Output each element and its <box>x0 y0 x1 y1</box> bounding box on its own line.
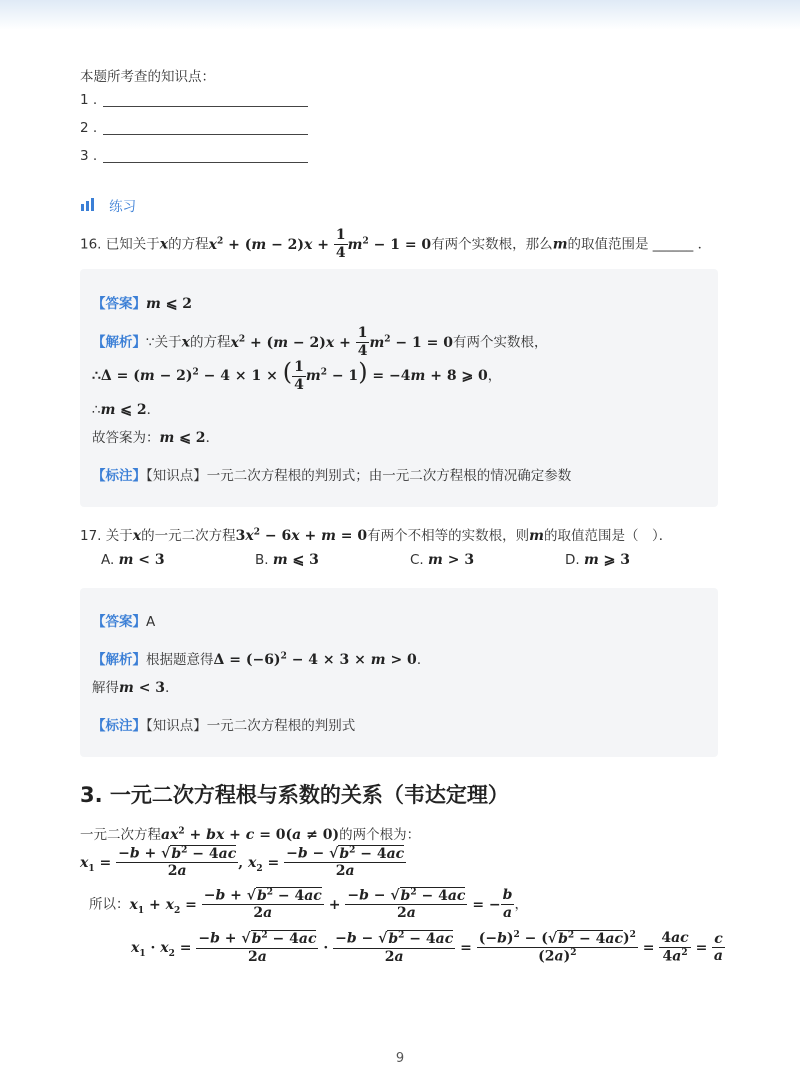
analysis-line-1-16: 【解析】∵关于x的方程$x^2 + (m - 2)x$ + $\frac{1}{4}$ $m^2 - 1 = 0$有两个实数根， <box>92 325 548 360</box>
practice-header <box>80 195 136 215</box>
question-number: 17. <box>80 528 102 544</box>
note-line-17: 【标注】【知识点】一元二次方程根的判别式 <box>92 718 356 734</box>
knowledge-blank-1[interactable] <box>103 106 308 107</box>
option-c[interactable]: C. m > 3 <box>410 552 475 568</box>
analysis-tag: 【解析】 <box>92 334 146 351</box>
note-line-16: 【标注】【知识点】一元二次方程根的判别式；由一元二次方程根的情况确定参数 <box>92 468 572 484</box>
answer-tag: 【答案】 <box>92 296 146 312</box>
question-number: 16. <box>80 236 102 253</box>
answer-line-17: 【答案】A <box>92 614 156 630</box>
knowledge-blank-3[interactable] <box>103 162 308 163</box>
sum-formula: 所以：$x_1 + x_2$ = $\frac{-b + √b^2 - 4ac}{2a}$ + $\frac{-b - √b^2 - 4ac}{2a}$ = − $\frac{b}{a}$ ， <box>89 887 528 922</box>
knowledge-blank-2[interactable] <box>103 134 308 135</box>
practice-label: 练习 <box>109 199 137 215</box>
knowledge-item-1: 1 . <box>80 92 98 108</box>
knowledge-item-2: 2 . <box>80 120 98 136</box>
vieta-intro: 一元二次方程$ax^2$ + bx + c = 0(a ≠ 0)的两个根为： <box>80 826 421 843</box>
product-formula: $x_1 \cdot x_2$ = $\frac{-b + √b^2 - 4ac}{2a}$ · $\frac{-b - √b^2 - 4ac}{2a}$ = $\frac{(-b)^2 - (√b^2 - 4ac)^2}{(2a)^2}$ = $\frac{4ac}{4a^2}$ = $\frac{c}{a}$ <box>131 930 723 966</box>
option-d[interactable]: D. m ⩾ 3 <box>565 552 631 568</box>
analysis-line-4-16: 故答案为：m ⩽ 2． <box>92 430 220 446</box>
option-a[interactable]: A. m < 3 <box>101 552 165 568</box>
answer-tag: 【答案】 <box>92 614 146 630</box>
analysis-line-1-17: 【解析】根据题意得$\Delta = (-6)^2 - 4 \times 3 \times m > 0$． <box>92 651 431 668</box>
math-expression: $x^2 + (m - 2)x$ + $\frac{1}{4}$ $m^2 - 1 = 0$ <box>208 227 432 262</box>
option-b[interactable]: B. m ⩽ 3 <box>255 552 319 568</box>
question-16: 16. 已知关于x的方程$x^2 + (m - 2)x$ + $\frac{1}{4}$ $m^2 - 1 = 0$有两个实数根，那么m的取值范围是 ______ ． <box>80 227 712 262</box>
analysis-line-3-16: ∴m ⩽ 2． <box>92 402 161 418</box>
note-tag: 【标注】 <box>92 718 146 734</box>
page-number: 9 <box>395 1051 405 1066</box>
section-title: 3. 一元二次方程根与系数的关系（韦达定理） <box>80 783 509 807</box>
knowledge-header: 本题所考查的知识点： <box>80 69 215 85</box>
note-tag: 【标注】 <box>92 468 146 484</box>
answer-line-16: 【答案】m ⩽ 2 <box>92 296 193 312</box>
roots-formula: $x_1$ = $\frac{-b + √b^2 - 4ac}{2a}$ , $x_2$ = $\frac{-b - √b^2 - 4ac}{2a}$ <box>80 845 405 880</box>
bar-chart-icon <box>80 196 98 215</box>
question-17: 17. 关于x的一元二次方程$3x^2 - 6x + m = 0$有两个不相等的实数根，则m的取值范围是（ ）． <box>80 527 673 544</box>
analysis-tag: 【解析】 <box>92 652 146 668</box>
knowledge-item-3: 3 . <box>80 148 98 164</box>
analysis-line-2-16: ∴Δ = $(m - 2)^2 - 4 \times 1$ × ( $\frac{1}{4}$ $m^2 - 1) = -4m + 8$ ⩾ 0， <box>92 358 502 393</box>
analysis-line-2-17: 解得m < 3． <box>92 680 179 696</box>
